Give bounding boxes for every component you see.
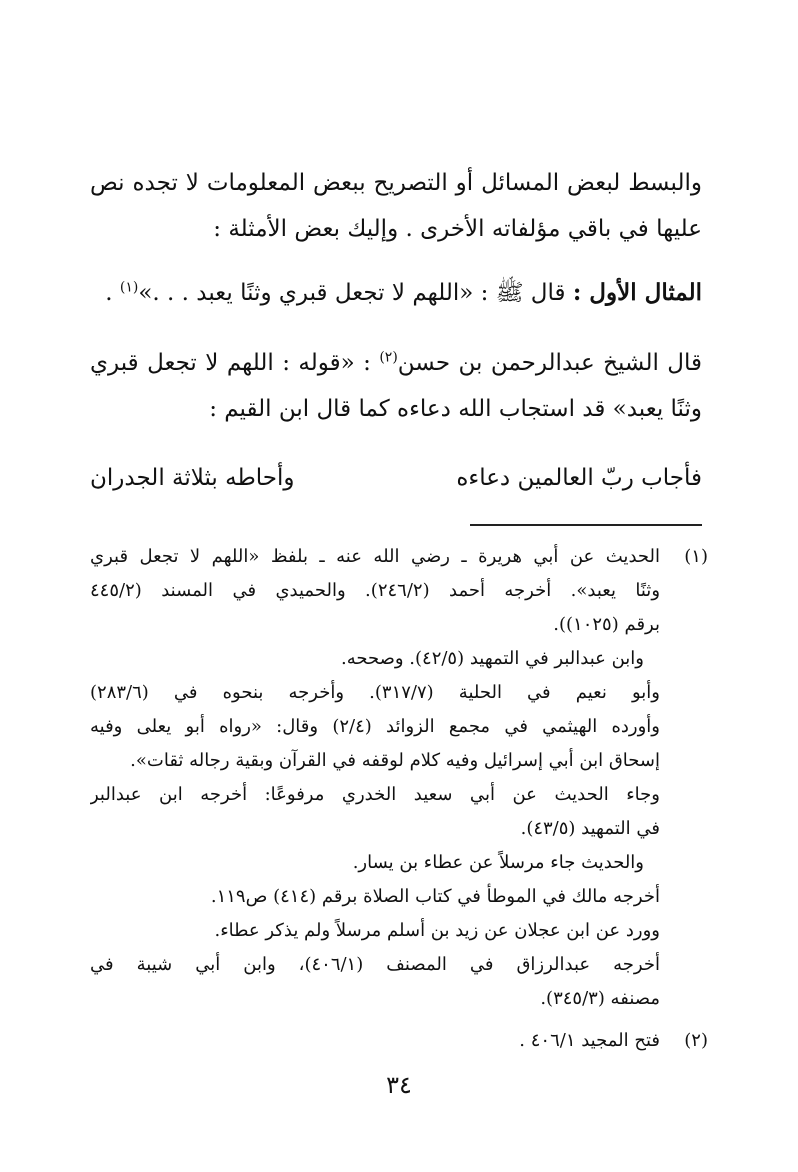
footnote-separator bbox=[470, 524, 702, 526]
footnote-line: والحديث جاء مرسلاً عن عطاء بن يسار. bbox=[352, 852, 644, 873]
footnote-number: (١) bbox=[684, 546, 708, 567]
footnote-line: إسحاق ابن أبي إسرائيل وفيه كلام لوقفه في القرآن وبقية رجاله ثقات». bbox=[130, 750, 660, 771]
page-number: ٣٤ bbox=[386, 1071, 412, 1099]
poem-hemistich-first: فأجاب ربّ العالمين دعاءه bbox=[456, 465, 702, 491]
footnote-line: فتح المجيد ٤٠٦/١ . bbox=[519, 1030, 660, 1051]
footnote-line: مصنفه (٣٤٥/٣). bbox=[540, 988, 660, 1009]
footnote-line: برقم (١٠٢٥)). bbox=[553, 614, 660, 635]
footnote-1 bbox=[90, 540, 708, 1016]
footnote-line: أخرجه مالك في الموطأ في كتاب الصلاة برقم (٤١٤) ص١١٩. bbox=[210, 886, 660, 907]
intro-paragraph: والبسط لبعض المسائل أو التصريح ببعض المعلومات لا تجده نص عليها في باقي مؤلفاته الأخرى . وإليك بعض الأمثلة : bbox=[90, 170, 702, 242]
example-label: المثال الأول : bbox=[572, 279, 702, 306]
example-paragraph bbox=[90, 270, 702, 316]
sheikh-quote-paragraph bbox=[90, 340, 702, 432]
poem-hemistich-second: وأحاطه بثلاثة الجدران bbox=[90, 465, 295, 491]
footnote-ref-2[interactable]: (٢) bbox=[379, 349, 398, 366]
footnote-line: وثنًا يعبد». أخرجه أحمد (٢٤٦/٢). والحميدي في المسند (٤٤٥/٢ bbox=[90, 580, 660, 601]
footnote-line: الحديث عن أبي هريرة ـ رضي الله عنه ـ بلفظ «اللهم لا تجعل قبري bbox=[90, 546, 660, 567]
sheikh-quote-rest: : «قوله : اللهم لا تجعل قبري وثنًا يعبد» قد استجاب الله دعاءه كما قال ابن القيم : bbox=[90, 350, 702, 422]
footnote-line: وأبو نعيم في الحلية (٣١٧/٧). وأخرجه بنحوه في (٢٨٣/٦) bbox=[90, 682, 660, 703]
footnote-number: (٢) bbox=[684, 1030, 708, 1051]
footnote-line: وابن عبدالبر في التمهيد (٤٢/٥). وصححه. bbox=[340, 648, 644, 669]
footnote-line: وجاء الحديث عن أبي سعيد الخدري مرفوعًا: أخرجه ابن عبدالبر bbox=[90, 784, 660, 805]
footnote-line: في التمهيد (٤٣/٥). bbox=[520, 818, 660, 839]
example-end: . bbox=[105, 280, 120, 306]
footnote-line: وورد عن ابن عجلان عن زيد بن أسلم مرسلاً ولم يذكر عطاء. bbox=[214, 920, 660, 941]
sheikh-quote-start: قال الشيخ عبدالرحمن بن حسن bbox=[397, 350, 702, 376]
footnote-ref-1[interactable]: (١) bbox=[119, 279, 139, 296]
footnote-line: أخرجه عبدالرزاق في المصنف (٤٠٦/١)، وابن أبي شيبة في bbox=[90, 954, 660, 975]
example-text: قال ﷺ : «اللهم لا تجعل قبري وثنًا يعبد . . .» bbox=[138, 280, 566, 306]
footnote-line: وأورده الهيثمي في مجمع الزوائد (٢/٤) وقال: «رواه أبو يعلى وفيه bbox=[90, 716, 660, 737]
footnote-2 bbox=[90, 1024, 708, 1058]
poem-verse bbox=[90, 455, 702, 501]
